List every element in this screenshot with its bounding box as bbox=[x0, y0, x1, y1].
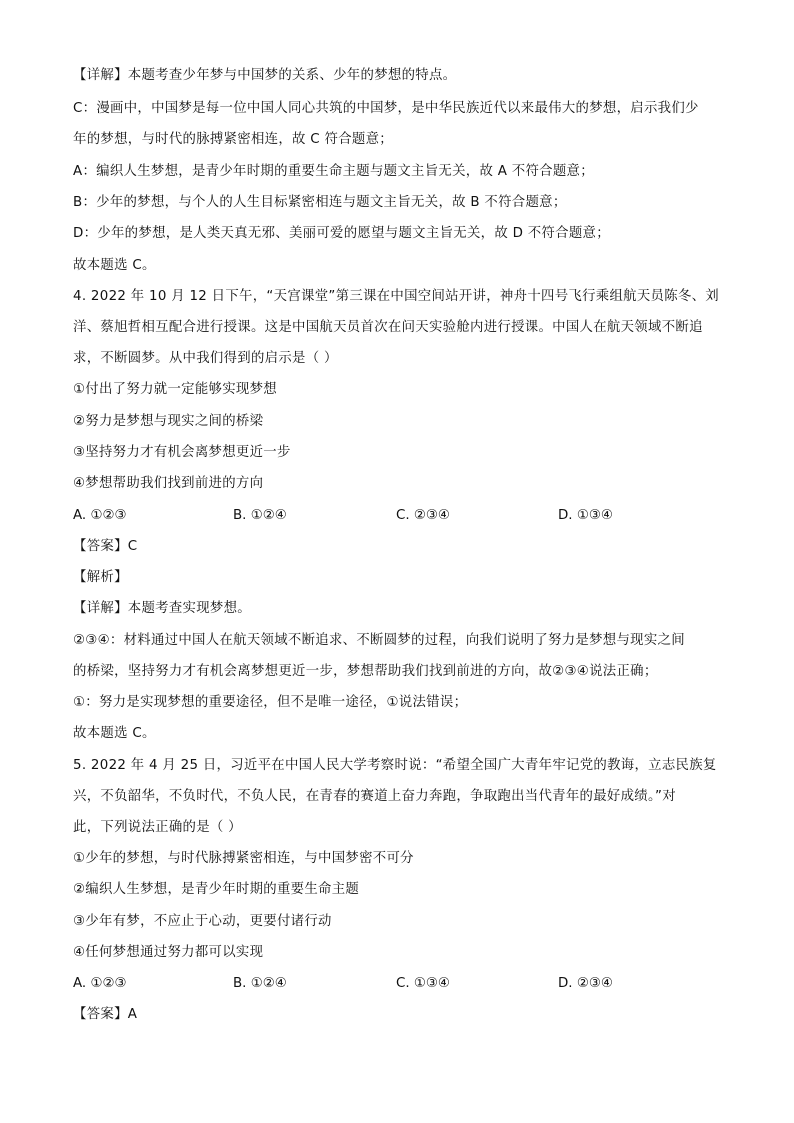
q4-option-d: D. ①③④ bbox=[558, 508, 613, 523]
q5-stem-line: 此，下列说法正确的是（ ） bbox=[73, 820, 242, 835]
q4-explanation-line: ①：努力是实现梦想的重要途径，但不是唯一途径，①说法错误； bbox=[73, 695, 468, 710]
q4-statement-4: ④梦想帮助我们找到前进的方向 bbox=[73, 476, 264, 491]
q3-explanation-line: B：少年的梦想，与个人的人生目标紧密相连与题文主旨无关，故 B 不符合题意； bbox=[73, 195, 567, 210]
q5-option-c: C. ①③④ bbox=[396, 976, 450, 991]
q3-explanation-line: D：少年的梦想，是人类天真无邪、美丽可爱的愿望与题文主旨无关，故 D 不符合题意； bbox=[73, 226, 610, 241]
q5-statement-4: ④任何梦想通过努力都可以实现 bbox=[73, 945, 264, 960]
q4-answer: 【答案】C bbox=[73, 539, 138, 554]
q4-option-b: B. ①②④ bbox=[233, 508, 287, 523]
q3-explanation-line: 【详解】本题考查少年梦与中国梦的关系、少年的梦想的特点。 bbox=[73, 68, 457, 83]
q3-explanation-line: A：编织人生梦想，是青少年时期的重要生命主题与题文主旨无关，故 A 不符合题意； bbox=[73, 164, 594, 179]
q4-analysis-label: 【解析】 bbox=[73, 570, 128, 585]
q4-explanation-line: 【详解】本题考查实现梦想。 bbox=[73, 601, 251, 616]
q3-explanation-line: C：漫画中，中国梦是每一位中国人同心共筑的中国梦，是中华民族近代以来最伟大的梦想，启示我们少 bbox=[73, 101, 699, 116]
q4-stem-line: 洋、蔡旭哲相互配合进行授课。这是中国航天员首次在问天实验舱内进行授课。中国人在航天领域不断追 bbox=[73, 320, 703, 335]
q5-statement-2: ②编织人生梦想，是青少年时期的重要生命主题 bbox=[73, 882, 360, 897]
q4-stem-line: 求，不断圆梦。从中我们得到的启示是（ ） bbox=[73, 351, 338, 366]
q3-conclusion: 故本题选 C。 bbox=[73, 258, 156, 273]
q3-explanation-line: 年的梦想，与时代的脉搏紧密相连，故 C 符合题意； bbox=[73, 132, 393, 147]
q4-stem-line: 4. 2022 年 10 月 12 日下午，“天宫课堂”第三课在中国空间站开讲，神舟十四号飞行乘组航天员陈冬、刘 bbox=[73, 289, 719, 304]
q5-option-b: B. ①②④ bbox=[233, 976, 287, 991]
q4-explanation-line: ②③④：材料通过中国人在航天领域不断追求、不断圆梦的过程，向我们说明了努力是梦想与现实之间 bbox=[73, 633, 685, 648]
q4-option-a: A. ①②③ bbox=[73, 508, 127, 523]
q5-option-d: D. ②③④ bbox=[558, 976, 613, 991]
q4-statement-2: ②努力是梦想与现实之间的桥梁 bbox=[73, 414, 264, 429]
q4-statement-3: ③坚持努力才有机会离梦想更近一步 bbox=[73, 445, 291, 460]
q5-stem-line: 兴，不负韶华，不负时代，不负人民，在青春的赛道上奋力奔跑，争取跑出当代青年的最好成绩。”对 bbox=[73, 789, 676, 804]
q5-statement-3: ③少年有梦，不应止于心动，更要付诸行动 bbox=[73, 914, 332, 929]
q5-option-a: A. ①②③ bbox=[73, 976, 127, 991]
q5-statement-1: ①少年的梦想，与时代脉搏紧密相连，与中国梦密不可分 bbox=[73, 851, 414, 866]
q4-conclusion: 故本题选 C。 bbox=[73, 726, 156, 741]
q4-statement-1: ①付出了努力就一定能够实现梦想 bbox=[73, 382, 277, 397]
q4-option-c: C. ②③④ bbox=[396, 508, 450, 523]
q5-stem-line: 5. 2022 年 4 月 25 日，习近平在中国人民大学考察时说：“希望全国广大青年牢记党的教诲，立志民族复 bbox=[73, 758, 717, 773]
q4-explanation-line: 的桥梁，坚持努力才有机会离梦想更近一步，梦想帮助我们找到前进的方向，故②③④说法正确； bbox=[73, 664, 658, 679]
q5-answer: 【答案】A bbox=[73, 1007, 138, 1022]
